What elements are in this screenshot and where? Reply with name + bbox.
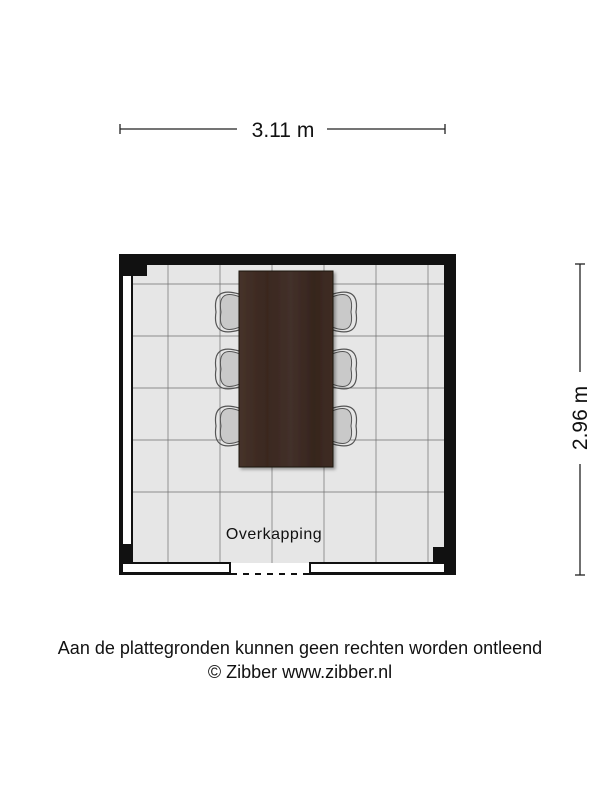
bottom-wall-left-outer — [119, 572, 231, 575]
room-label: Overkapping — [225, 526, 323, 543]
left-wall-fill — [123, 276, 131, 544]
bottom-wall-left-end — [229, 562, 231, 575]
height-label: 2.96 m — [569, 385, 592, 451]
dining-table — [239, 271, 333, 467]
right-wall — [444, 254, 456, 575]
width-label: 3.11 m — [251, 119, 315, 142]
width-dimension — [120, 119, 445, 142]
corner-post-bottom-right — [433, 547, 444, 563]
left-wall-inner — [131, 265, 133, 563]
left-wall-outer — [119, 254, 123, 575]
bottom-wall-right-outer — [309, 572, 456, 575]
bottom-wall-right-inner — [309, 562, 444, 564]
copyright-text: © Zibber www.zibber.nl — [207, 662, 393, 682]
top-wall — [119, 254, 456, 265]
bottom-wall-right-end — [309, 562, 311, 575]
corner-post-bottom-left — [119, 544, 133, 563]
disclaimer-text: Aan de plattegronden kunnen geen rechten worden ontleend — [57, 638, 543, 658]
height-dimension — [569, 264, 592, 575]
corner-post-top-left — [119, 265, 147, 276]
bottom-wall-left-inner — [119, 562, 231, 564]
